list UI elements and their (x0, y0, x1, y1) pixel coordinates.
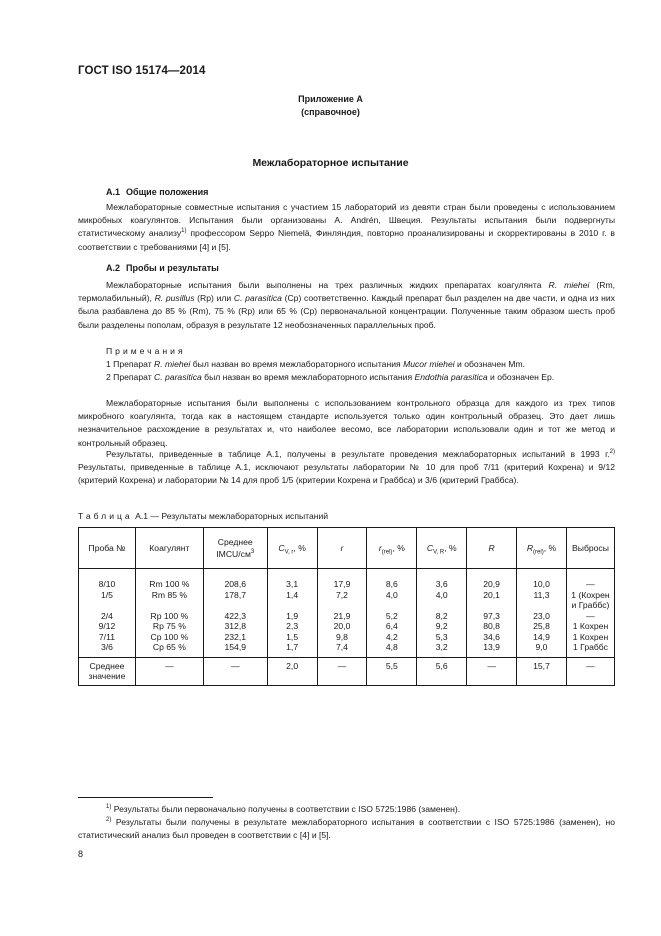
column-R (467, 569, 517, 658)
footnote-1: $^{1)}$ Результаты были первоначально получены в соответствии с ISO 5725:1986 (заменен). (106, 804, 461, 814)
column-outliers (566, 569, 614, 658)
column-sample (79, 569, 136, 658)
table-cell: 3/6 (100, 642, 113, 652)
table-cell: 9,8 (336, 631, 348, 642)
table-cell (204, 600, 267, 611)
header-cvr: $C_{V, r}$, % (267, 528, 317, 569)
footnote-2: $^{2)}$ Результаты были получены в результате межлабораторного испытания в соответствии с ISO 5725:1986 (заменен), но статистический анализ был проведен в соответствии с [4] и [5]. (78, 817, 615, 841)
table-cell: 20,9 (483, 579, 500, 589)
section-number: А.2 (106, 263, 121, 273)
table-cell: 8/10 (98, 579, 116, 589)
table-cell: 422,3 (224, 610, 247, 621)
table-cell: 80,8 (483, 621, 500, 631)
table-cell: — (586, 610, 595, 621)
table-cell: 1,5 (286, 631, 299, 642)
average-label: Среднее значение (79, 657, 136, 685)
table-cell: 20,1 (483, 589, 500, 600)
table-cell: 312,8 (224, 621, 247, 631)
average-coagulant: — (135, 657, 203, 685)
column-mean (203, 569, 267, 658)
average-outliers: — (566, 657, 614, 685)
table-cell: 9/12 (98, 621, 116, 631)
table-header-row (79, 528, 615, 569)
section-heading-a2 (106, 263, 219, 273)
table-cell: 14,9 (533, 631, 550, 642)
notes-heading: Примечания (106, 346, 186, 356)
average-cvr: 2,0 (267, 657, 317, 685)
table-cell (417, 600, 466, 611)
table-cell (467, 600, 516, 611)
table-cell (517, 600, 566, 611)
table-cell: 1,7 (286, 642, 299, 652)
table-cell: Cp 65 % (152, 642, 186, 652)
section-a1-paragraph: Межлабораторные совместные испытания с участием 15 лабораторий из девяти стран были проведены с использованием микробных коагулянтов. Испытания были организованы А. Andrén, Швеция. Результаты испытания были подвергнуты статистическому анализу$^{1)}$ профессором Seppo Niemelä, Финляндия, повторно проанализированы и скорректированы в 2010 г. в соответствии с требованиями [4] и [5]. (78, 202, 615, 252)
note-2: 2 Препарат C. parasitica был назван во время межлабораторного испытания Endothia parasitica и обозначен Ep. (106, 372, 555, 383)
column-rrel (367, 569, 417, 658)
annex-heading: Межлабораторное испытание (252, 157, 409, 169)
table-cell (367, 600, 416, 611)
average-rrel: 5,5 (367, 657, 417, 685)
section-title: Общие положения (126, 187, 209, 197)
results-table (78, 527, 615, 686)
footnote-ref: 1) (181, 228, 187, 235)
table-cell: 1,9 (286, 610, 299, 621)
header-r: r (317, 528, 367, 569)
header-sample: Проба № (79, 528, 136, 569)
table-cell: 232,1 (224, 631, 247, 642)
table-cell: 5,2 (385, 610, 398, 621)
section-heading-a1 (106, 187, 208, 197)
table-cell: Rp 75 % (152, 621, 186, 631)
section-a2-paragraph-2: Межлабораторные испытания были выполнены с использованием контрольного образца для каждого из трех типов микробного коагулянта, тогда как в настоящем стандарте используется только один контрольный образец. Это дает лишь незначительное расхождение в результатах и, что наиболее весомо, все лаборатории использовали один и тот же метод и контрольный образец. (78, 398, 615, 448)
table-cell: 34,6 (483, 631, 500, 642)
table-cell: 4,0 (385, 589, 398, 600)
header-outliers: Выбросы (566, 528, 614, 569)
table-cell: 2,3 (286, 621, 299, 631)
table-cell: 9,2 (435, 621, 448, 631)
table-cell: 1 Кохрен (572, 631, 609, 642)
table-cell: Cp 100 % (150, 631, 189, 642)
column-coagulant (135, 569, 203, 658)
section-number: А.1 (106, 187, 121, 197)
header-rrel: $r_{(rel)}$, % (367, 528, 417, 569)
table-cell: Rm 85 % (151, 589, 188, 600)
header-R: R (467, 528, 517, 569)
table-cell: 3,6 (435, 579, 448, 589)
average-cvR: 5,6 (417, 657, 467, 685)
table-cell: 1,4 (286, 589, 299, 600)
standard-designation: ГОСТ ISO 15174—2014 (78, 65, 206, 77)
table-caption: Таблица А.1 — Результаты межлабораторных испытаний (78, 511, 329, 521)
page-number: 8 (78, 849, 84, 859)
table-cell (318, 600, 367, 611)
table-cell: 154,9 (224, 642, 247, 652)
footnote-separator (78, 797, 213, 798)
table-cell: 10,0 (533, 579, 550, 589)
table-cell: 1 (Кохрен (571, 589, 610, 600)
table-cell: 8,6 (385, 579, 398, 589)
table-cell: 13,9 (483, 642, 500, 652)
annex-subtitle: (справочное) (301, 107, 360, 117)
table-cell: 1 Граббс (572, 642, 608, 652)
table-cell: 3,2 (435, 642, 448, 652)
table-cell: 17,9 (333, 579, 351, 589)
table-cell: 25,8 (533, 621, 550, 631)
column-Rrel (517, 569, 567, 658)
section-a2-paragraph-3: Результаты, приведенные в таблице А.1, получены в результате проведения межлабораторных испытаний в 1993 г.$^{2)}$ Результаты, приведенные в таблице А.1, исключают результаты лаборатории № 10 для проб 7/11 (критерий Кохрена) и 9/12 (критерий Кохрена) и лаборатории № 14 для проб 1/5 (критерии Кохрена и Граббса) и 3/6 (критерий Граббса). (78, 449, 615, 486)
header-cvR: $C_{V, R}$, % (417, 528, 467, 569)
table-cell: 9,0 (535, 642, 548, 652)
table-cell: 7/11 (98, 631, 115, 642)
table-cell: 7,4 (336, 642, 348, 652)
column-cvR (417, 569, 467, 658)
table-data-row (79, 569, 615, 658)
table-cell: 2/4 (100, 610, 113, 621)
table-cell: 7,2 (336, 589, 348, 600)
table-cell: 97,3 (483, 610, 500, 621)
average-Rrel: 15,7 (517, 657, 567, 685)
table-cell: 4,8 (385, 642, 398, 652)
table-average-row (79, 657, 615, 685)
header-mean: Среднее IMCU/$см^3$ (203, 528, 267, 569)
average-R: — (467, 657, 517, 685)
table-cell: 208,6 (224, 579, 247, 589)
annex-title: Приложение А (298, 94, 363, 104)
table-cell: 1/5 (100, 589, 113, 600)
table-cell: Rp 100 % (150, 610, 189, 621)
table-cell: 21,9 (333, 610, 351, 621)
footnotes (78, 803, 615, 843)
header-coagulant: Коагулянт (135, 528, 203, 569)
column-cvr (267, 569, 317, 658)
table-cell: 20,0 (333, 621, 351, 631)
table-cell: — (586, 579, 595, 589)
notes-block (78, 345, 615, 385)
table-cell: 6,4 (385, 621, 398, 631)
table-cell: 11,3 (533, 589, 550, 600)
table-cell: 4,0 (435, 589, 448, 600)
note-1: 1 Препарат R. miehei был назван во время межлабораторного испытания Mucor miehei и обозначен Mm. (106, 359, 525, 370)
table-cell (268, 600, 317, 611)
table-cell: 4,2 (385, 631, 398, 642)
table-cell: 5,3 (435, 631, 448, 642)
table-cell: 8,2 (435, 610, 448, 621)
average-mean: — (203, 657, 267, 685)
table-cell: Rm 100 % (149, 579, 190, 589)
header-Rrel: $R_{(rel)}$, % (517, 528, 567, 569)
footnote-ref: 2) (609, 449, 615, 456)
table-cell: 178,7 (224, 589, 247, 600)
table-cell: 1 Кохрен (572, 621, 609, 631)
column-r (317, 569, 367, 658)
table-cell (136, 600, 203, 611)
table-cell (79, 600, 135, 611)
table-cell: 3,1 (286, 579, 299, 589)
table-cell: и Граббс) (571, 600, 610, 610)
average-r: — (317, 657, 367, 685)
section-a2-paragraph-1: Межлабораторные испытания были выполнены на трех различных жидких препаратах коагулянта R. miehei (Rm, термолабильный), R. pusillus (Rp) или C. parasitica (Cp) соответственно. Каждый препарат был разделен на две части, и одна из них была разбавлена до 85 % (Rm), 75 % (Rp) или 65 % (Cp) первоначальной концентрации. Полученные таким образом шесть проб были разделены пополам, образуя в результате 12 необозначенных параллельных проб. (78, 280, 615, 330)
table-cell: 23,0 (533, 610, 550, 621)
section-title: Пробы и результаты (126, 263, 219, 273)
